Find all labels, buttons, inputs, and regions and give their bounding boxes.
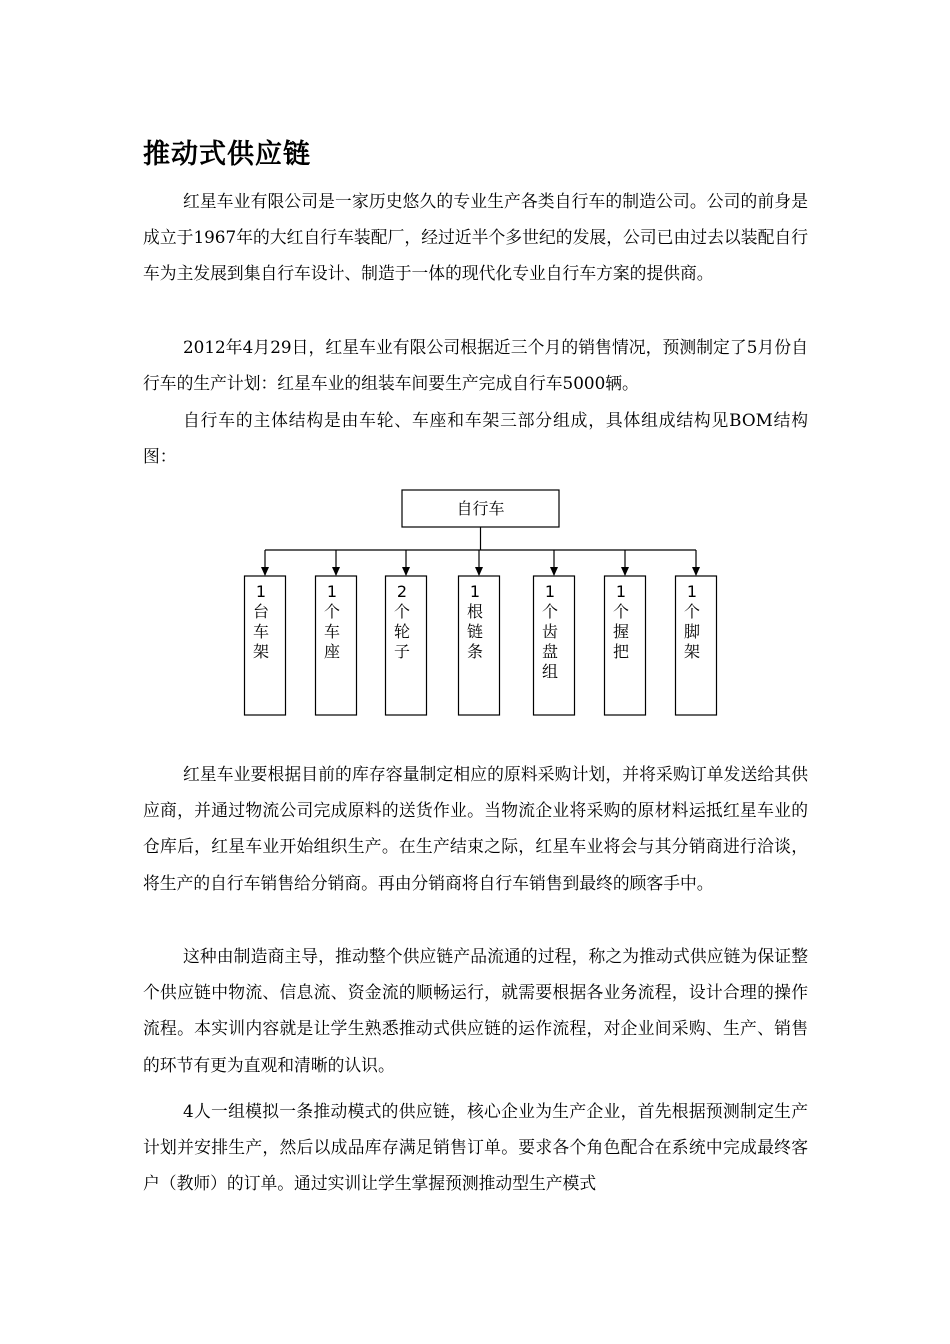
bom-child-char: 把 [612, 642, 630, 661]
bom-child-char: 车 [323, 622, 341, 641]
bom-child-char: 1 [686, 582, 698, 601]
bom-root-label: 自行车 [456, 499, 505, 518]
bom-child-char: 座 [323, 642, 341, 661]
paragraph-procurement-flow: 红星车业要根据目前的库存容量制定相应的原料采购计划，并将采购订单发送给其供应商，并通过物流公司完成原料的送货作业。当物流企业将采购的原材料运抵红星车业的仓库后，红星车业开始组织生产。在生产结束之际，红星车业将会与其分销商进行洽谈，将生产的自行车销售给分销商。再由分销商将自行车销售到最终的顾客手中。 [143, 764, 808, 893]
bom-child-char: 齿 [541, 622, 559, 641]
bom-child-char: 架 [683, 642, 701, 661]
bom-child-char: 链 [466, 622, 484, 641]
bom-child-char: 2 [396, 582, 408, 601]
bom-child-char: 盘 [541, 642, 559, 661]
bom-child-char: 1 [326, 582, 338, 601]
bom-child-char: 轮 [393, 622, 411, 641]
bom-child-char: 子 [393, 642, 411, 661]
bom-child-node [534, 550, 575, 715]
bom-child-node [386, 550, 427, 715]
bom-child-char: 个 [323, 602, 341, 621]
bom-child-char: 台 [252, 602, 270, 621]
bom-child-char: 组 [541, 662, 559, 681]
paragraph-bike-structure: 自行车的主体结构是由车轮、车座和车架三部分组成，具体组成结构见BOM结构图： [143, 410, 808, 467]
page-title: 推动式供应链 [143, 139, 311, 170]
bom-child-node [676, 550, 717, 715]
paragraph-training-task: 4人一组模拟一条推动模式的供应链，核心企业为生产企业，首先根据预测制定生产计划并安排生产，然后以成品库存满足销售订单。要求各个角色配合在系统中完成最终客户（教师）的订单。通过实训让学生掌握预测推动型生产模式 [143, 1101, 808, 1194]
bom-child-char: 1 [469, 582, 481, 601]
bom-child-char: 根 [466, 602, 484, 621]
paragraph-company-intro: 红星车业有限公司是一家历史悠久的专业生产各类自行车的制造公司。公司的前身是成立于1967年的大红自行车装配厂，经过近半个多世纪的发展，公司已由过去以装配自行车为主发展到集自行车设计、制造于一体的现代化专业自行车方案的提供商。 [143, 191, 808, 284]
bom-child-char: 条 [466, 642, 484, 661]
bom-child-char: 个 [683, 602, 701, 621]
bom-child-char: 个 [612, 602, 630, 621]
bom-children [245, 550, 717, 715]
bom-child-node [245, 550, 286, 715]
bom-child-char: 握 [612, 622, 630, 641]
bom-child-char: 架 [252, 642, 270, 661]
bom-child-node [316, 550, 357, 715]
bom-child-char: 1 [255, 582, 267, 601]
paragraph-production-plan: 2012年4月29日，红星车业有限公司根据近三个月的销售情况，预测制定了5月份自行车的生产计划：红星车业的组装车间要生产完成自行车5000辆。 [143, 337, 808, 394]
bom-root-node [402, 490, 559, 527]
bom-child-char: 个 [393, 602, 411, 621]
bom-child-char: 个 [541, 602, 559, 621]
bom-child-node [605, 550, 646, 715]
bom-child-char: 车 [252, 622, 270, 641]
bom-child-char: 1 [544, 582, 556, 601]
bom-child-node [459, 550, 500, 715]
paragraph-push-definition: 这种由制造商主导，推动整个供应链产品流通的过程，称之为推动式供应链为保证整个供应链中物流、信息流、资金流的顺畅运行，就需要根据各业务流程，设计合理的操作流程。本实训内容就是让学生熟悉推动式供应链的运作流程，对企业间采购、生产、销售的环节有更为直观和清晰的认识。 [143, 946, 808, 1075]
bom-child-char: 1 [615, 582, 627, 601]
bom-child-char: 脚 [683, 622, 701, 641]
